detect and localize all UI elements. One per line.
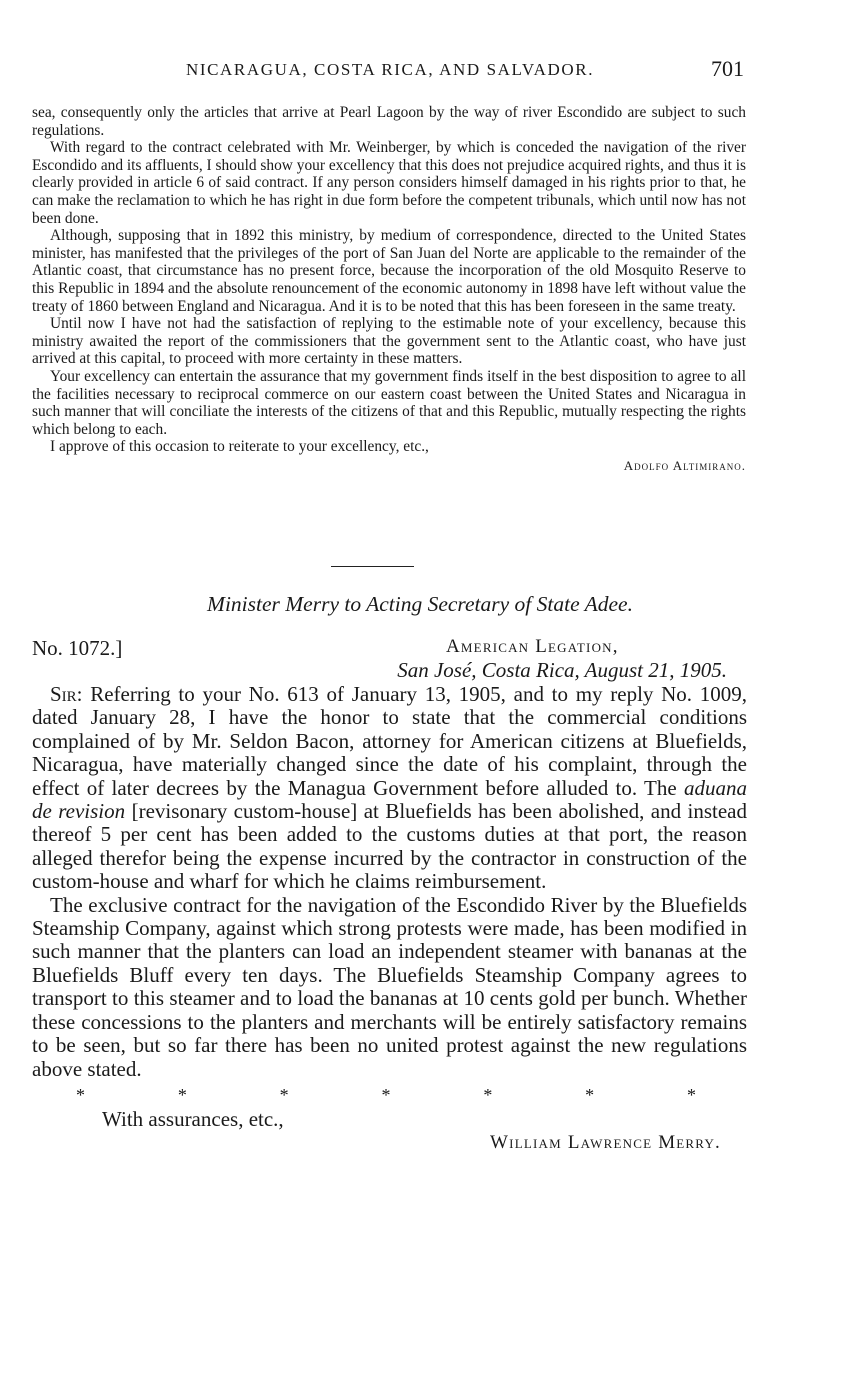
paragraph (32, 683, 747, 894)
page-number: 701 (711, 56, 744, 81)
paragraph: The exclusive contract for the navigation of the Escondido River by the Bluefields Steamship Company, against which strong protests were made, has been modified in such manner that the planters can load an independent steamer with bananas at the Bluefields Bluff every ten days. The Bluefields Steamship Company agrees to transport to this steamer and to load the bananas at 10 cents gold per bunch. Whether these concessions to the planters and merchants will be entirely satisfactory remains to be seen, but so far there has been no united protest against the new regulations above stated. (32, 892, 747, 1081)
paragraph-text: Referring to your No. 613 of January 13, 1905, and to my reply No. 1009, dated January 28, I have the honor to state that the commercial conditions complained of by Mr. Seldon Bacon, attorney for American citizens at Bluefields, Nicaragua, have materially changed since the date of his complaint, through the effect of later decrees by the Managua Government before alluded to. The (32, 682, 747, 800)
letter-office: American Legation, (446, 636, 619, 657)
letter-dateline: San José, Costa Rica, August 21, 1905. (397, 658, 727, 682)
paragraph: sea, consequently only the articles that arrive at Pearl Lagoon by the way of river Escondido are subject to such regulations. (32, 104, 746, 139)
letter-signature: William Lawrence Merry. (490, 1131, 721, 1153)
paragraph-text: [revisonary custom-house] at Bluefields has been abolished, and instead thereof 5 per cent has been added to the customs duties at that port, the reason alleged therefor being the expense incurred by the contractor in construction of the custom-house and wharf for which he claims reimbursement. (32, 799, 747, 894)
previous-letter-signature: Adolfo Altimirano. (623, 457, 746, 473)
letter-header (32, 636, 747, 686)
document-heading: Minister Merry to Acting Secretary of State Adee. (207, 592, 633, 616)
star: * (686, 1084, 696, 1105)
running-title: NICARAGUA, COSTA RICA, AND SALVADOR. (185, 60, 595, 79)
star: * (381, 1084, 391, 1105)
ellipsis-stars (76, 1085, 696, 1106)
closing: With assurances, etc., (102, 1106, 284, 1131)
letter-body (32, 683, 747, 1154)
paragraph: With regard to the contract celebrated with Mr. Weinberger, by which is conceded the navigation of the river Escondido and its affluents, I should show your excellency that this does not prejudice acquired rights, and thus it is clearly provided in article 6 of said contract. If any person considers himself damaged in his rights prior to that, he can make the reclamation to which he has right in due form before the competent tribunals, which until now has not been done. (32, 139, 746, 227)
star: * (483, 1084, 493, 1105)
running-head (30, 56, 750, 86)
section-divider (331, 566, 414, 567)
paragraph: I approve of this occasion to reiterate to your excellency, etc., (50, 438, 429, 456)
star: * (177, 1084, 187, 1105)
star: * (76, 1084, 85, 1105)
star: * (585, 1084, 595, 1105)
paragraph: Your excellency can entertain the assurance that my government finds itself in the best disposition to agree to all the facilities necessary to reciprocal commerce on our eastern coast between the United States and Nicaragua in such manner that will conciliate the interests of the citizens of that and this Republic, mutually respecting the rights which belong to each. (32, 367, 746, 438)
salutation: Sir: (50, 682, 83, 706)
paragraph: Although, supposing that in 1892 this ministry, by medium of correspondence, directed to the United States minister, has manifested that the privileges of the port of San Juan del Norte are applicable to the remainder of the Atlantic coast, that circumstance has no present force, because the incorporation of the old Mosquito Reserve to this Republic in 1894 and the absolute renouncement of the economic autonomy in 1898 have left without value the treaty of 1860 between England and Nicaragua. And it is to be noted that this has been foreseen in the same treaty. (32, 227, 746, 315)
star: * (279, 1084, 289, 1105)
letter-number: No. 1072.] (32, 636, 123, 660)
previous-letter-text (32, 104, 746, 474)
paragraph: Until now I have not had the satisfaction of replying to the estimable note of your excellency, because this ministry awaited the report of the commissioners that the government sent to the Atlantic coast, who have just arrived at this capital, to proceed with more certainty in these matters. (32, 315, 746, 368)
italic-phrase: aduana de revision (32, 775, 747, 824)
